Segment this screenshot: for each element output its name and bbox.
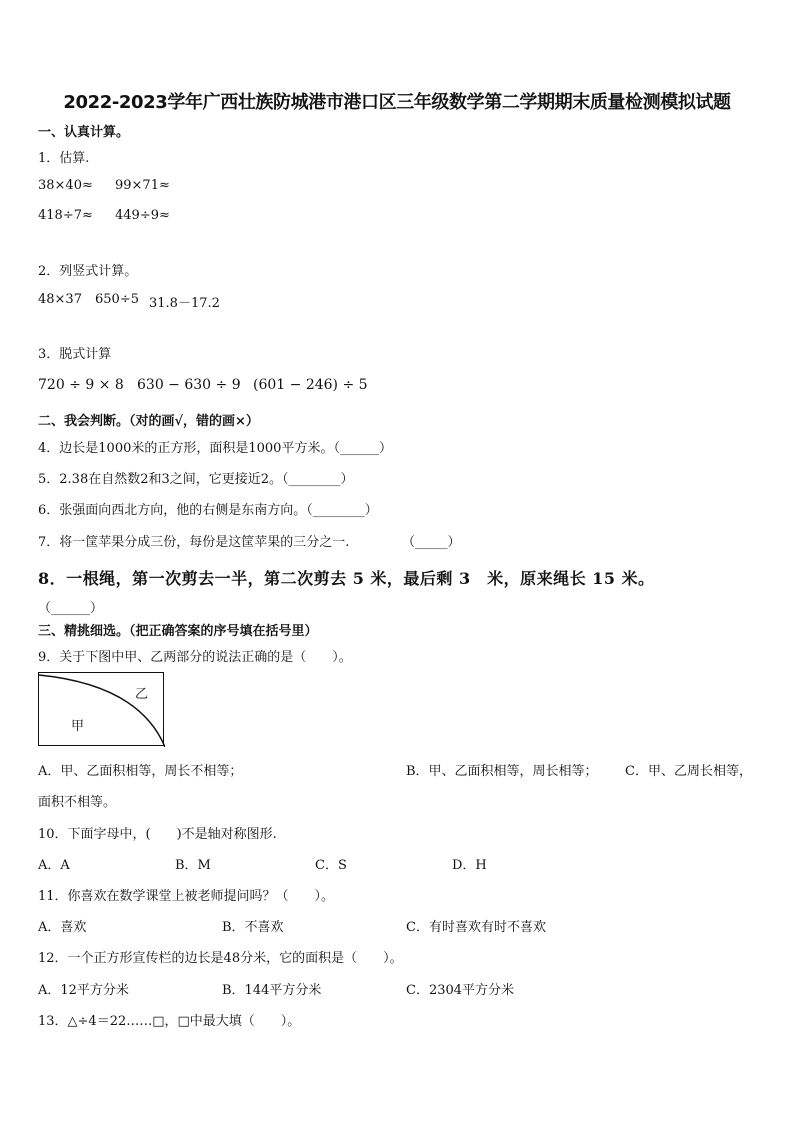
q12-option-b: B．144平方分米 xyxy=(222,983,322,998)
q10-stem: 10．下面字母中，( )不是轴对称图形. xyxy=(38,827,277,842)
q10-option-b: B．M xyxy=(175,858,211,873)
q7-blank: （_____） xyxy=(402,535,461,550)
q12-stem: 12．一个正方形宣传栏的边长是48分米，它的面积是（ ）。 xyxy=(38,951,403,966)
q9-stem: 9．关于下图中甲、乙两部分的说法正确的是（ ）。 xyxy=(38,650,352,665)
q2-item-2: 650÷5 xyxy=(95,292,139,307)
section-2-heading: 二、我会判断。（对的画√，错的画×） xyxy=(38,414,259,429)
q5: 5．2.38在自然数2和3之间，它更接近2。（________） xyxy=(38,472,354,487)
q9-label-yi: 乙 xyxy=(135,687,149,702)
q2-item-1: 48×37 xyxy=(38,292,82,307)
q13-stem: 13．△÷4＝22……□，□中最大填（ ）。 xyxy=(38,1014,301,1029)
q1-label: 1．估算. xyxy=(38,151,90,166)
q1-item-4: 449÷9≈ xyxy=(115,208,170,223)
q11-option-c: C．有时喜欢有时不喜欢 xyxy=(406,920,546,935)
q1-item-3: 418÷7≈ xyxy=(38,208,93,223)
q3-label: 3．脱式计算 xyxy=(38,347,112,362)
q9-label-jia: 甲 xyxy=(71,719,85,734)
q11-option-a: A．喜欢 xyxy=(38,920,87,935)
q9-option-c: C．甲、乙周长相等， xyxy=(625,764,752,779)
q10-option-c: C．S xyxy=(315,858,347,873)
q12-option-c: C．2304平方分米 xyxy=(406,983,515,998)
q3-item-2: 630 − 630 ÷ 9 xyxy=(137,377,241,393)
q1-item-1: 38×40≈ xyxy=(38,178,93,193)
q2-item-3: 31.8－17.2 xyxy=(149,296,220,311)
q8: 8．一根绳，第一次剪去一半，第二次剪去 5 米，最后剩 3 米，原来绳长 15 米。 xyxy=(38,569,655,588)
q1-item-2: 99×71≈ xyxy=(115,178,170,193)
q10-option-d: D．H xyxy=(452,858,487,873)
q10-option-a: A．A xyxy=(38,858,70,873)
q7: 7．将一筐苹果分成三份，每份是这筐苹果的三分之一. xyxy=(38,535,350,550)
q3-item-1: 720 ÷ 9 × 8 xyxy=(38,377,124,393)
section-1-heading: 一、认真计算。 xyxy=(38,125,130,140)
page-title: 2022-2023学年广西壮族防城港市港口区三年级数学第二学期期末质量检测模拟试题 xyxy=(63,92,731,113)
q8-blank: （______） xyxy=(38,601,104,616)
q12-option-a: A．12平方分米 xyxy=(38,983,129,998)
section-3-heading: 三、精挑细选。（把正确答案的序号填在括号里） xyxy=(38,624,318,639)
q11-option-b: B．不喜欢 xyxy=(222,920,284,935)
q2-label: 2．列竖式计算。 xyxy=(38,264,138,279)
q9-option-b: B．甲、乙面积相等，周长相等； xyxy=(406,764,598,779)
q9-figure xyxy=(38,672,164,746)
q3-item-3: (601 − 246) ÷ 5 xyxy=(253,377,368,393)
q6: 6．张强面向西北方向，他的右侧是东南方向。（________） xyxy=(38,503,378,518)
q11-stem: 11．你喜欢在数学课堂上被老师提问吗？（ ）。 xyxy=(38,889,335,904)
q9-option-a: A．甲、乙面积相等，周长不相等； xyxy=(38,764,243,779)
q4: 4．边长是1000米的正方形，面积是1000平方米。（______） xyxy=(38,441,392,456)
q9-option-c-continued: 面积不相等。 xyxy=(38,795,117,810)
